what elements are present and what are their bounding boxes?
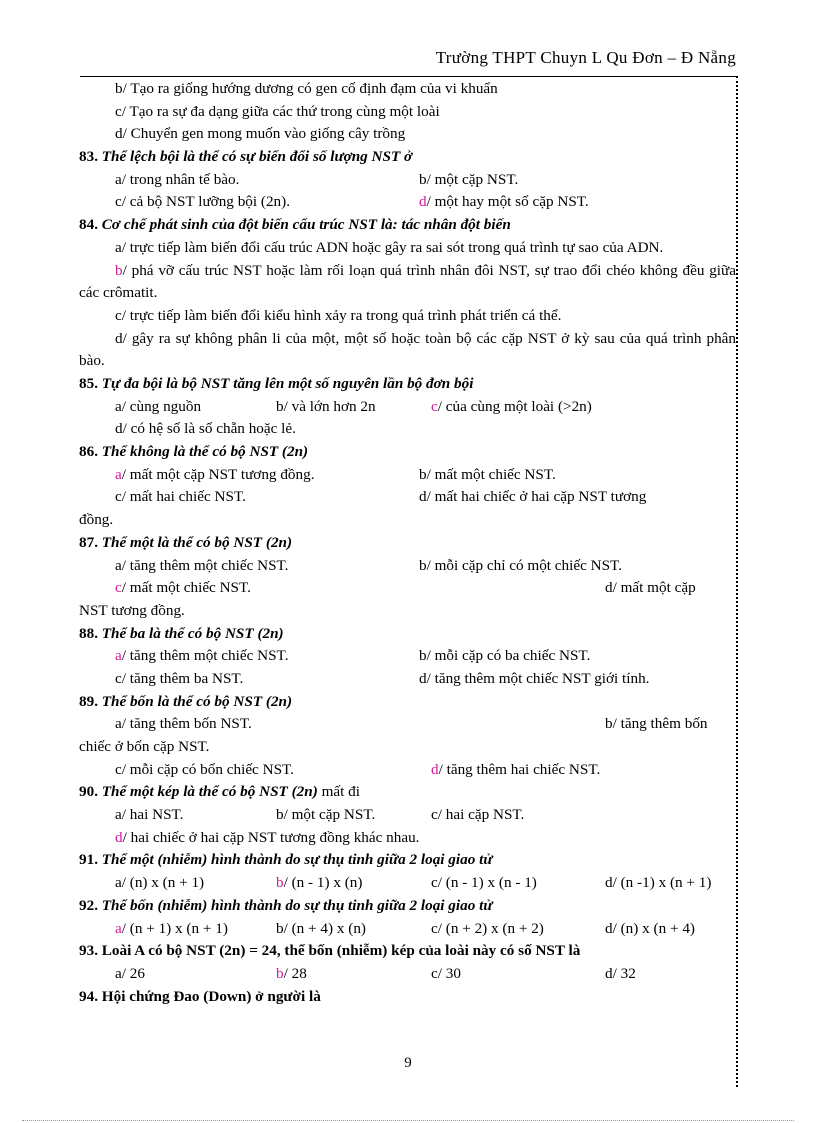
q89-options-row1 [79,713,736,736]
option-b: b/ một cặp NST. [419,170,519,188]
q88-options-row1 [79,645,736,668]
option-a: a/ mất một cặp NST tương đồng. [115,465,315,483]
page-border-bottom [22,1120,794,1121]
question-90: 90. Thể một kép là thể có bộ NST (2n) mất đi [79,783,360,801]
option-c: c/ (n - 1) x (n - 1) [431,874,537,892]
question-83: 83. Thể lệch bội là thể có sự biến đổi số lượng NST ở [79,148,413,166]
option-d: d/ mất hai chiếc ở hai cặp NST tương [419,488,647,506]
question-89: 89. Thể bốn là thể có bộ NST (2n) [79,692,293,710]
question-86: 86. Thể không là thể có bộ NST (2n) [79,443,309,461]
answer-mark: b [276,874,284,892]
question-84: 84. Cơ chế phát sinh của đột biến cấu trúc NST là: tác nhân đột biến [79,216,511,234]
option-a: a/ tăng thêm bốn NST. [115,715,252,733]
q90-options-row1 [79,804,736,827]
question-88: 88. Thể ba là thể có bộ NST (2n) [79,624,284,642]
option-b-continued: chiếc ở bốn cặp NST. [79,738,210,756]
answer-mark: d [115,828,123,846]
option-d-continued: đồng. [79,511,114,529]
option-b: b/ một cặp NST. [276,806,376,824]
option-c: c/ của cùng một loài (>2n) [431,397,592,415]
option-b: b/ (n - 1) x (n) [276,874,363,892]
option-d: d/ một hay một số cặp NST. [419,193,589,211]
q85-options-row1 [79,396,736,419]
option-c: c/ (n + 2) x (n + 2) [431,919,544,937]
option-a: a/ 26 [115,964,145,982]
question-93: 93. Loài A có bộ NST (2n) = 24, thể bốn (nhiễm) kép của loài này có số NST là [79,942,581,960]
q89-options-row2 [79,759,736,782]
option-c: c/ tăng thêm ba NST. [115,669,244,687]
option-b: b/ 28 [276,964,307,982]
option-d: d/ (n) x (n + 4) [605,919,695,937]
option-c: c/ trực tiếp làm biến đổi kiểu hình xảy ra trong quá trình phát triển cá thể. [115,306,562,324]
option-d: d/ mất một cặp [605,579,696,597]
option-d: d/ tăng thêm một chiếc NST giới tính. [419,669,650,687]
question-87: 87. Thể một là thể có bộ NST (2n) [79,533,293,551]
option-a: a/ trực tiếp làm biến đổi cấu trúc ADN hoặc gây ra sai sót trong quá trình tự sao của ADN. [115,238,664,256]
q91-options [79,872,736,895]
option-b: b/ tăng thêm bốn [605,715,708,733]
q93-options [79,963,736,986]
q87-options-row1 [79,555,736,578]
option-line: c/ Tạo ra sự đa dạng giữa các thứ trong cùng một loài [115,102,440,120]
option-a: a/ (n) x (n + 1) [115,874,205,892]
page-content [79,78,736,1008]
option-a: a/ (n + 1) x (n + 1) [115,919,228,937]
option-d: d/ 32 [605,964,636,982]
option-a: a/ cùng nguồn [115,397,202,415]
question-94: 94. Hội chứng Đao (Down) ở người là [79,987,321,1005]
answer-mark: a [115,647,122,665]
option-c: c/ hai cặp NST. [431,806,525,824]
answer-mark: a [115,919,122,937]
option-b: b/ và lớn hơn 2n [276,397,376,415]
q86-options-row2 [79,486,736,509]
option-d: d/ tăng thêm hai chiếc NST. [431,760,601,778]
option-c: c/ mất hai chiếc NST. [115,488,246,506]
q86-options-row1 [79,464,736,487]
q88-options-row2 [79,668,736,691]
option-c: c/ cả bộ NST lưỡng bội (2n). [115,193,291,211]
option-a: a/ hai NST. [115,806,184,824]
option-d: d/ (n -1) x (n + 1) [605,874,712,892]
option-c: c/ mỗi cặp có bốn chiếc NST. [115,760,294,778]
q83-options-row2 [79,191,736,214]
page-number: 9 [404,1055,412,1071]
q87-options-row2 [79,577,736,600]
option-c: c/ 30 [431,964,461,982]
question-92: 92. Thể bốn (nhiễm) hình thành do sự thụ tinh giữa 2 loại giao tử [79,896,493,914]
option-d: d/ gây ra sự không phân li của một, một số hoặc toàn bộ các cặp NST ở kỳ sau của quá trình phân bào. [79,329,736,370]
q92-options [79,918,736,941]
answer-mark: d [419,193,427,211]
option-b: b/ (n + 4) x (n) [276,919,366,937]
answer-mark: b [115,261,123,279]
option-b: b/ mất một chiếc NST. [419,465,556,483]
answer-mark: c [431,397,438,415]
header-rule [80,76,738,77]
option-c: c/ mất một chiếc NST. [115,579,251,597]
question-85: 85. Tự đa bội là bộ NST tăng lên một số nguyên lần bộ đơn bội [79,375,474,393]
answer-mark: c [115,579,122,597]
option-b: b/ phá vỡ cấu trúc NST hoặc làm rối loạn quá trình nhân đôi NST, sự trao đổi chéo không đều giữa các crômatit. [79,261,736,302]
question-91: 91. Thể một (nhiễm) hình thành do sự thụ tinh giữa 2 loại giao tử [79,851,493,869]
page-border-right [736,76,738,1087]
option-line: d/ Chuyển gen mong muốn vào giống cây trồng [115,125,406,143]
option-d: d/ có hệ số là số chẵn hoặc lẻ. [115,420,296,438]
option-d: d/ hai chiếc ở hai cặp NST tương đồng khác nhau. [115,828,420,846]
answer-mark: a [115,465,122,483]
option-b: b/ mỗi cặp chỉ có một chiếc NST. [419,556,623,574]
option-line: b/ Tạo ra giống hướng dương có gen cố định đạm của vi khuẩn [115,80,498,97]
answer-mark: b [276,964,284,982]
option-d-continued: NST tương đồng. [79,601,185,619]
option-a: a/ trong nhân tế bào. [115,170,240,188]
answer-mark: d [431,760,439,778]
q83-options-row1 [79,169,736,192]
option-b: b/ mỗi cặp có ba chiếc NST. [419,647,591,665]
option-a: a/ tăng thêm một chiếc NST. [115,647,289,665]
page-header: Trường THPT Chuyn L Qu Đơn – Đ Nẵng [435,48,736,67]
option-a: a/ tăng thêm một chiếc NST. [115,556,289,574]
